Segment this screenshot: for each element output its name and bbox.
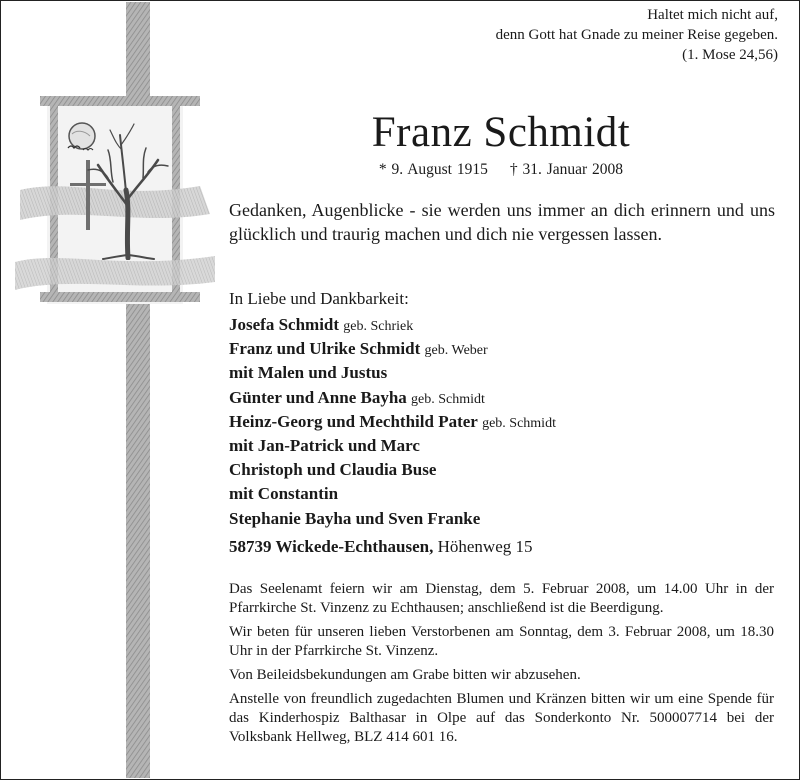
birds-icon bbox=[66, 142, 96, 154]
service-details bbox=[229, 580, 774, 752]
death-date: † 31. Januar 2008 bbox=[509, 161, 624, 178]
life-dates bbox=[228, 160, 774, 180]
list-item: mit Jan-Patrick und Marc bbox=[229, 436, 420, 456]
dedication-line: In Liebe und Dankbarkeit: bbox=[229, 289, 409, 308]
memorial-text: Gedanken, Augenblicke - sie werden uns immer an dich erinnern und uns glücklich und traurig machen und dich nie vergessen lassen. bbox=[229, 200, 775, 244]
list-item: Günter und Anne Bayha geb. Schmidt bbox=[229, 387, 485, 407]
prayer-service-text: Wir beten für unseren lieben Verstorbenen am Sonntag, dem 3. Februar 2008, um 18.30 Uhr in der Pfarrkirche St. Vinzenz. bbox=[229, 624, 774, 659]
funeral-service-text: Das Seelenamt feiern wir am Dienstag, dem 5. Februar 2008, um 14.00 Uhr in der Pfarrkirche St. Vinzenz zu Echthausen; anschließend ist die Beerdigung. bbox=[229, 581, 774, 616]
list-item: mit Malen und Justus bbox=[229, 363, 388, 383]
address-street: Höhenweg 15 bbox=[437, 537, 533, 556]
bible-quote bbox=[338, 5, 778, 65]
family-address bbox=[229, 536, 775, 558]
list-item: Franz und Ulrike Schmidt geb. Weber bbox=[229, 339, 488, 359]
birth-date: * 9. August 1915 bbox=[378, 161, 488, 178]
donation-note: Anstelle von freundlich zugedachten Blumen und Kränzen bitten wir um eine Spende für das Kinderhospiz Balthasar in Olpe auf das Sonderkonto Nr. 500007714 bei der Volksbank Hellweg, BLZ 414 601 16. bbox=[229, 691, 774, 745]
condolence-note: Von Beileidsbekundungen am Grabe bitten wir abzusehen. bbox=[229, 667, 581, 683]
deceased-name: Franz Schmidt bbox=[371, 109, 631, 156]
list-item: Heinz-Georg und Mechthild Pater geb. Schmidt bbox=[229, 411, 556, 431]
mourners-list bbox=[229, 314, 775, 532]
quote-reference: (1. Mose 24,56) bbox=[682, 47, 778, 63]
list-item: Christoph und Claudia Buse bbox=[229, 460, 437, 480]
address-city: 58739 Wickede-Echthausen, bbox=[229, 537, 434, 556]
list-item: mit Constantin bbox=[229, 484, 339, 504]
quote-line-1: Haltet mich nicht auf, bbox=[647, 7, 778, 23]
list-item: Josefa Schmidt geb. Schriek bbox=[229, 315, 414, 334]
list-item: Stephanie Bayha und Sven Franke bbox=[229, 508, 481, 528]
quote-line-2: denn Gott hat Gnade zu meiner Reise gegeben. bbox=[495, 27, 778, 43]
